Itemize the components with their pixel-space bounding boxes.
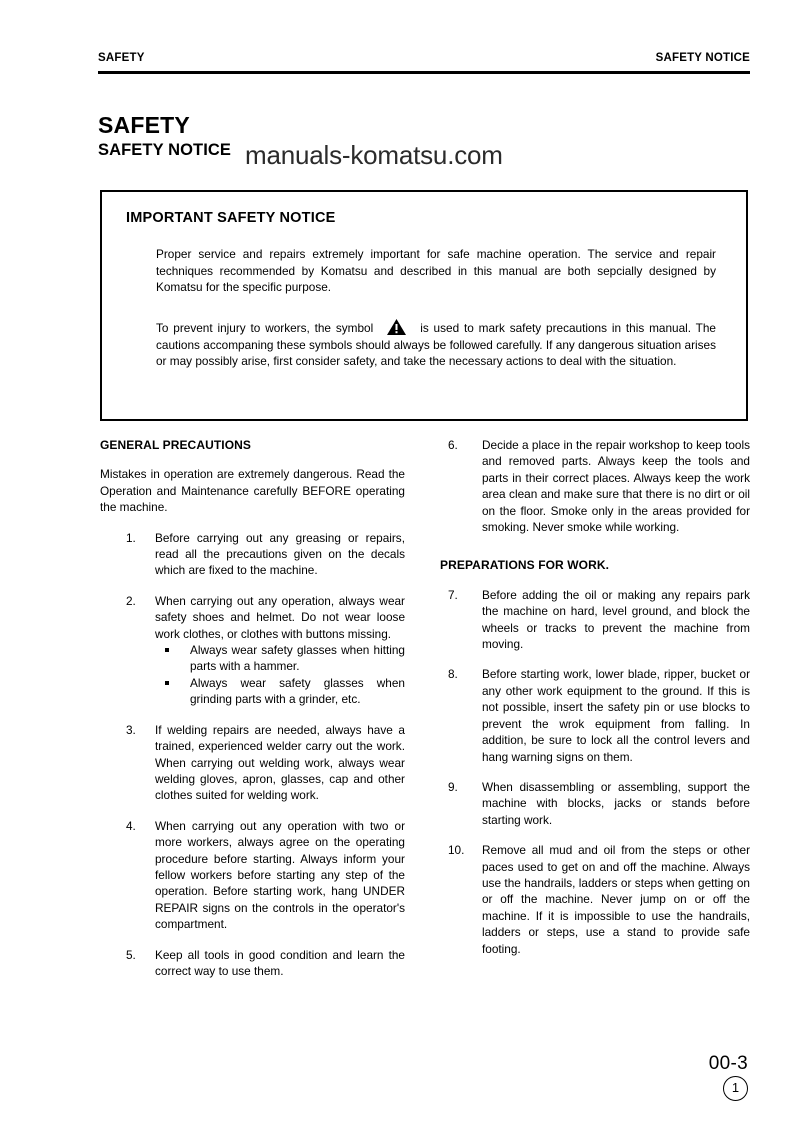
list-item-text: Decide a place in the repair workshop to keep tools and removed parts. Always keep the tools and parts in their correct places. Always keep the work area clean and make sure that there is no dirt or oil on the floor. Smoke only in the areas provided for smoking. Never smoke while working.	[482, 438, 750, 535]
running-header-right: SAFETY NOTICE	[655, 52, 750, 64]
list-item	[440, 587, 750, 653]
notice-paragraph-2	[156, 319, 716, 370]
list-item	[100, 593, 405, 708]
list-item-text: When carrying out any operation with two or more workers, always agree on the operating procedure before starting. Always inform your fellow workers before starting any step of the operation. Before starting work, hang UNDER REPAIR signs on the controls in the operator's compartment.	[155, 818, 405, 932]
running-header-left: SAFETY	[98, 52, 145, 64]
notice-paragraph-2-part-1: To prevent injury to workers, the symbol	[156, 321, 374, 335]
warning-triangle-icon	[387, 319, 406, 335]
sub-bullet-item: Always wear safety glasses when grinding parts with a grinder, etc.	[155, 675, 405, 708]
notice-paragraph-2-part-2: is used to mark safety precautions in this manual. The cautions accompaning these symbols should always be followed carefully. If any dangerous situation arises or may possibly arise, first consider safety, and take the necessary actions to deal with the situation.	[156, 321, 716, 369]
list-item	[100, 530, 405, 579]
page-footer	[709, 1053, 748, 1101]
list-item-text: If welding repairs are needed, always have a trained, experienced welder carry out the work. When carrying out welding work, always wear welding gloves, apron, glasses, cap and other clothes suited for welding work.	[155, 722, 405, 803]
list-item-text: Before carrying out any greasing or repairs, read all the precautions given on the decals which are fixed to the machine.	[155, 530, 405, 578]
left-column	[100, 437, 405, 993]
right-column-list-before-heading	[440, 437, 750, 535]
header-rule	[98, 71, 750, 74]
list-item	[100, 818, 405, 933]
watermark: manuals-komatsu.com	[245, 140, 503, 170]
list-item	[100, 947, 405, 980]
sub-bullet-item: Always wear safety glasses when hitting parts with a hammer.	[155, 642, 405, 675]
list-item	[100, 722, 405, 804]
page-number: 00-3	[708, 1053, 748, 1074]
sub-bullet-list	[155, 642, 405, 708]
list-item-number: 8.	[448, 667, 458, 682]
list-item-number: 2.	[126, 593, 136, 608]
list-item-number: 6.	[448, 438, 458, 452]
revision-badge: 1	[723, 1076, 748, 1101]
list-item-text: Before starting work, lower blade, ripper, bucket or any other work equipment to the ground. If this is not possible, insert the safety pin or use blocks to prevent the wrok equipment from falling. In addition, be sure to lock all the control levers and hang warning signs on them.	[482, 667, 750, 764]
list-item-text: When carrying out any operation, always wear safety shoes and helmet. Do not wear loose work clothes, or clothes with buttons missing.	[155, 593, 405, 641]
list-item	[440, 666, 750, 764]
preparations-for-work-list	[440, 587, 750, 957]
list-item	[440, 779, 750, 828]
right-column	[440, 437, 750, 971]
page-title: SAFETY	[98, 112, 190, 138]
list-item-number: 7.	[448, 587, 458, 602]
general-precautions-heading: GENERAL PRECAUTIONS	[100, 438, 252, 452]
notice-paragraph-1: Proper service and repairs extremely important for safe machine operation. The service and repair techniques recommended by Komatsu and described in this manual are both sepcially designed by Komatsu for the specific purpose.	[156, 247, 716, 295]
important-safety-notice-box	[100, 190, 748, 421]
list-item-text: When disassembling or assembling, support the machine with blocks, jacks or stands before starting work.	[482, 779, 750, 827]
list-item-number: 4.	[126, 818, 136, 833]
list-item-text: Remove all mud and oil from the steps or other paces used to get on and off the machine. Always use the handrails, ladders or steps when getting on or off the machine. Never jump on or off the machine. If it is impossible to use the handrails, ladders or steps, use a stand to provide safe footing.	[482, 843, 750, 956]
running-header	[98, 52, 750, 64]
list-item	[440, 437, 750, 535]
list-item-number: 3.	[126, 722, 136, 737]
general-precautions-intro: Mistakes in operation are extremely dangerous. Read the Operation and Maintenance carefully BEFORE operating the machine.	[100, 467, 405, 515]
list-item-number: 1.	[126, 530, 136, 545]
list-item-text: Keep all tools in good condition and learn the correct way to use them.	[155, 947, 405, 978]
list-item-number: 5.	[126, 947, 136, 962]
list-item-number: 10.	[448, 843, 465, 858]
page-subtitle: SAFETY NOTICE	[98, 141, 232, 159]
general-precautions-list	[100, 530, 405, 980]
list-item-text: Before adding the oil or making any repairs park the machine on hard, level ground, and block the wheels or tracks to prevent the machine from moving.	[482, 587, 750, 652]
preparations-for-work-heading: PREPARATIONS FOR WORK.	[440, 558, 610, 573]
list-item	[440, 842, 750, 957]
list-item-number: 9.	[448, 779, 458, 794]
notice-heading: IMPORTANT SAFETY NOTICE	[126, 210, 336, 226]
